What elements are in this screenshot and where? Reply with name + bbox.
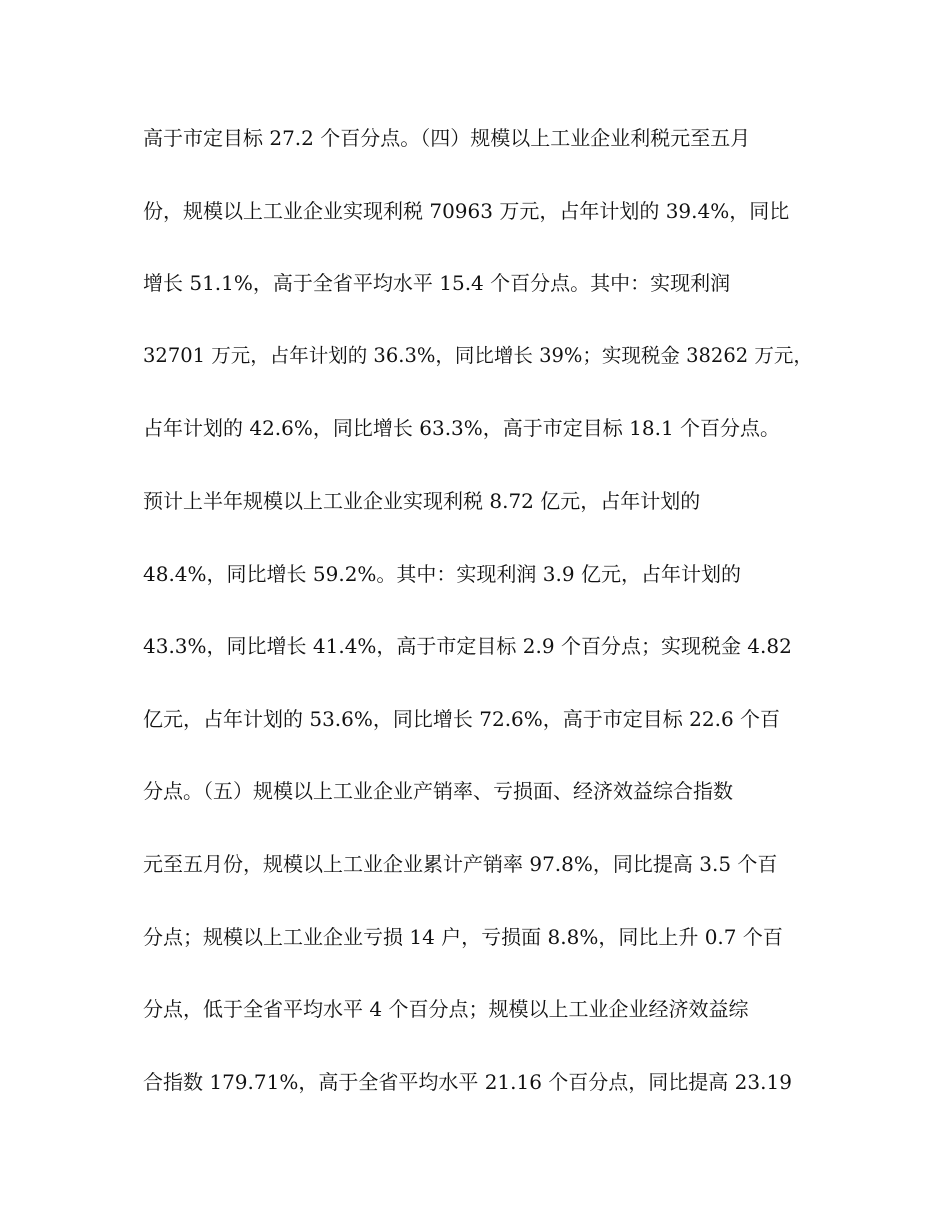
text-line: 分点；规模以上工业企业亏损 14 户，亏损面 8.8%，同比上升 0.7 个百: [143, 924, 783, 949]
text-line: 亿元，占年计划的 53.6%，同比增长 72.6%，高于市定目标 22.6 个百: [143, 706, 781, 731]
text-line: 合指数 179.71%，高于全省平均水平 21.16 个百分点，同比提高 23.19: [143, 1069, 792, 1094]
text-line: 48.4%，同比增长 59.2%。其中：实现利润 3.9 亿元，占年计划的: [143, 561, 741, 586]
text-line: 分点，低于全省平均水平 4 个百分点；规模以上工业企业经济效益综: [143, 997, 749, 1022]
text-line: 32701 万元，占年计划的 36.3%，同比增长 39%；实现税金 38262 万元，: [143, 343, 813, 367]
text-line: 元至五月份，规模以上工业企业累计产销率 97.8%，同比提高 3.5 个百: [143, 851, 778, 876]
body-text: [143, 120, 813, 1136]
text-line: 预计上半年规模以上工业企业实现利税 8.72 亿元，占年计划的: [143, 488, 701, 513]
text-line: 增长 51.1%，高于全省平均水平 15.4 个百分点。其中：实现利润: [143, 271, 731, 296]
text-line: 分点。（五）规模以上工业企业产销率、亏损面、经济效益综合指数: [143, 779, 733, 804]
text-line: 占年计划的 42.6%，同比增长 63.3%，高于市定目标 18.1 个百分点。: [143, 416, 781, 441]
text-line: 高于市定目标 27.2 个百分点。（四）规模以上工业企业利税元至五月: [143, 126, 751, 150]
text-line: 43.3%，同比增长 41.4%，高于市定目标 2.9 个百分点；实现税金 4.82: [143, 634, 792, 659]
text-line: 份，规模以上工业企业实现利税 70963 万元，占年计划的 39.4%，同比: [143, 198, 790, 223]
